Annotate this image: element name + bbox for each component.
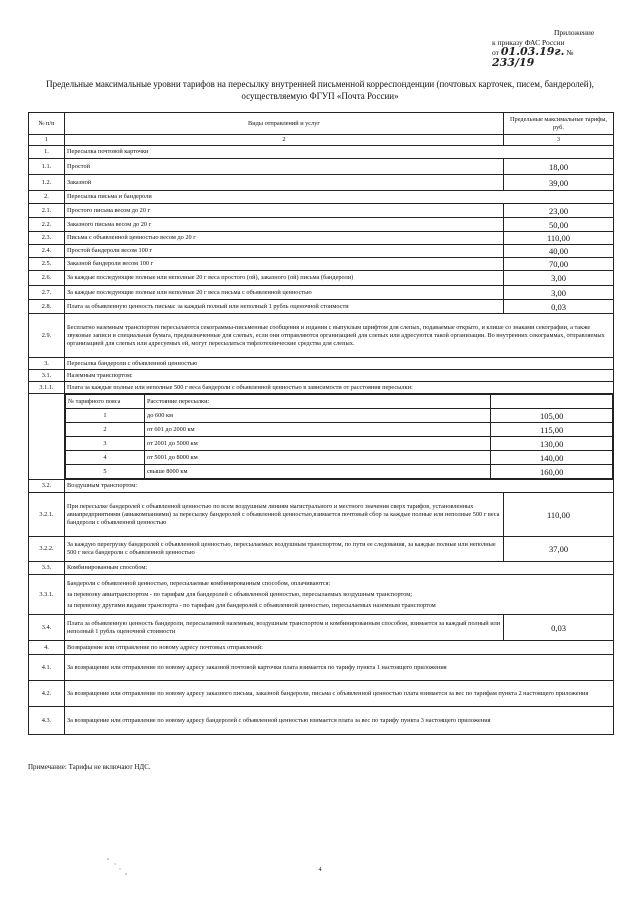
table-row [29,615,614,641]
row-desc: При пересылке бандеролей с объявленной ценностью по всем воздушным линиям магистрального и местного значения сверх тарифов, установленных авиапредприятиями (авиакомпаниями) за пересылку бандеролей с объявленной ценностью,взимается почтовый сбор за каждые полные или неполные 500 г веса бандероли с объявленной ценностью [65,493,504,537]
zone-row [66,409,613,423]
table-row [29,300,614,314]
zone-row [66,451,613,465]
table-row [29,175,614,191]
row-num: 2.4. [29,245,65,258]
row-desc: Заказного письма весом до 20 г [65,218,504,232]
row-num: 3.2. [29,480,65,493]
table-row [29,232,614,245]
row-num: 2.7. [29,286,65,300]
col-index-3: 3 [504,135,614,146]
row-num: 2.2. [29,218,65,232]
table-row [29,286,614,300]
row-num: 1. [29,146,65,159]
row-num: 3.3. [29,562,65,575]
zone-dist: от 601 до 2000 км [145,423,491,437]
row-num: 2.8. [29,300,65,314]
table-row [29,146,614,159]
table-row [29,258,614,271]
table-row [29,370,614,382]
table-row [29,562,614,575]
order-reference: к приказу ФАС России [492,37,565,47]
zone-num-header: № тарифного пояса [66,395,145,409]
row-desc: Письма с объявленной ценностью весом до 20 г [65,232,504,245]
zone-num: 2 [66,423,145,437]
row-num: 1.1. [29,159,65,175]
table-row [29,537,614,562]
table-row [29,493,614,537]
row-num: 2.1. [29,204,65,218]
row-price: 40,00 [504,245,614,258]
zone-num: 1 [66,409,145,423]
order-date-line [492,47,604,68]
table-row [29,245,614,258]
row-desc: Плата за объявленную ценность бандероли, пересылаемой наземным, воздушным транспортом и комбинированным способом, взимается за каждый полный или неполный 1 рубль оценочной стоимости [65,615,504,641]
document-title: Предельные максимальные уровни тарифов на пересылку внутренней письменной корреспонденции (почтовых карточек, писем, бандеролей), осуществляемую ФГУП «Почта России» [46,79,594,101]
col-index-1: 1 [29,135,65,146]
zone-price: 140,00 [491,451,613,465]
table-row [29,271,614,286]
row-desc: Пересылка почтовой карточки [65,146,614,159]
row-price: 50,00 [504,218,614,232]
row-num: 2.6. [29,271,65,286]
zone-dist: до 600 км [145,409,491,423]
vat-note: Примечание: Тарифы не включают НДС. [28,763,151,771]
zone-price: 105,00 [491,409,613,423]
date-prefix: от [492,48,499,57]
page-number: 4 [318,867,322,873]
table-row [29,159,614,175]
row-num: 3. [29,358,65,370]
table-row [29,655,614,681]
row-num: 3.2.2. [29,537,65,562]
handwritten-number: 233/19 [492,55,535,69]
number-prefix: № [566,48,574,57]
zone-price: 115,00 [491,423,613,437]
table-row [29,314,614,358]
row-num: 3.2.1. [29,493,65,537]
row-desc: За возвращение или отправление по новому адресу бандеролей с объявленной ценностью взимается плата за вес по тарифу пункта 3 настоящего приложения [65,707,614,735]
col-price-header: Предельные максимальные тарифы, руб. [504,113,614,135]
zone-row [66,465,613,479]
row-price: 0,03 [504,615,614,641]
row-desc: Комбинированным способом: [65,562,614,575]
row-desc: За возвращение или отправление по новому адресу заказного письма, заказной бандероли, письма с объявленной ценностью плата взимается за вес по тарифам пункта 2 настоящего приложения [65,681,614,707]
table-row [29,382,614,394]
table-row [29,218,614,232]
row-desc-line: за перевозку авиатранспортом - по тарифам для бандеролей с объявленной ценностью, пересылаемых воздушным транспортом; [67,591,412,598]
row-num: 1.2. [29,175,65,191]
row-desc: За каждую перегрузку бандеролей с объявленной ценностью, пересылаемых воздушным транспортом, по пути ее следования, за каждые полные или неполные 500 г веса бандероли с объявленной ценностью [65,537,504,562]
row-num: 4.3. [29,707,65,735]
table-row [29,641,614,655]
row-desc: Плата за каждые полные или неполные 500 г веса бандероли с объявленной ценностью в зависимости от расстояния пересылки: [65,382,614,394]
row-desc: Простого письма весом до 20 г [65,204,504,218]
row-desc-line: Бандероли с объявленной ценностью, пересылаемые комбинированным способом, оплачиваются: [67,580,331,587]
row-num: 3.1.1. [29,382,65,394]
row-price: 23,00 [504,204,614,218]
row-desc: Воздушным транспортом: [65,480,614,493]
row-num: 3.4. [29,615,65,641]
row-desc: Бесплатно наземным транспортом пересылаются секограммы-письменные сообщения и издания с выпуклым шрифтом для слепых, подаваемые открыто, и клише со знаками секографии, а также звуковые записи и специальная бумага, предназначенные для слепых, если они отправляются организацией для слепых или адресуются такой организации. Во внутренних секограммах, отправляемых организацией для слепых или адресуемых ей, могут пересылаться тифлотехнические средства для слепых. [65,314,614,358]
row-price: 3,00 [504,286,614,300]
row-price: 37,00 [504,537,614,562]
table-row [29,707,614,735]
row-num: 2.5. [29,258,65,271]
row-num: 2.3. [29,232,65,245]
zone-header-row [66,395,613,409]
zone-subtable [65,394,613,479]
zone-dist: от 5001 до 8000 км [145,451,491,465]
row-price: 39,00 [504,175,614,191]
table-header-row [29,113,614,135]
row-desc: За каждые последующие полные или неполные 20 г веса письма с объявленной ценностью [65,286,504,300]
row-desc: Возвращение или отправление по новому адресу почтовых отправлений: [65,641,614,655]
zone-num: 4 [66,451,145,465]
table-row [29,480,614,493]
handwritten-date: 01.03.19г. [500,45,565,58]
table-row [29,681,614,707]
zone-price: 160,00 [491,465,613,479]
row-desc: За возвращение или отправление по новому адресу заказной почтовой карточки плата взимается по тарифу пункта 1 настоящего приложения [65,655,614,681]
tariff-table [28,112,614,735]
row-desc-line: за перевозку другими видами транспорта - по тарифам для бандеролей с объявленной ценностью, пересылаемых наземным транспортом [67,602,436,609]
zone-price: 130,00 [491,437,613,451]
row-desc: Наземным транспортом: [65,370,614,382]
col-index-2: 2 [65,135,504,146]
zone-num: 3 [66,437,145,451]
row-price: 0,03 [504,300,614,314]
col-num-header: № п/п [29,113,65,135]
row-desc: Простой [65,159,504,175]
col-desc-header: Виды отправлений и услуг [65,113,504,135]
row-desc: Пересылка бандероли с объявленной ценностью [65,358,614,370]
row-price: 110,00 [504,493,614,537]
zone-dist-header: Расстояние пересылки: [145,395,491,409]
table-row [29,204,614,218]
row-price: 18,00 [504,159,614,175]
zone-row [66,437,613,451]
row-desc: За каждые последующие полные или неполные 20 г веса простого (ой), заказного (ой) письма (бандероли) [65,271,504,286]
zone-num: 5 [66,465,145,479]
table-row [29,575,614,615]
row-desc: Простой бандероли весом 100 г [65,245,504,258]
row-price: 110,00 [504,232,614,245]
zone-table-row [29,394,614,480]
row-desc-multi [65,575,614,615]
row-num: 2.9. [29,314,65,358]
row-num: 3.3.1. [29,575,65,615]
row-num: 3.1. [29,370,65,382]
zone-row [66,423,613,437]
row-num: 2. [29,191,65,204]
row-num: 4.2. [29,681,65,707]
row-price: 3,00 [504,271,614,286]
row-price: 70,00 [504,258,614,271]
row-num: 4. [29,641,65,655]
zone-dist: от 2001 до 5000 км [145,437,491,451]
table-index-row [29,135,614,146]
table-row [29,358,614,370]
row-desc: Заказной бандероли весом 100 г [65,258,504,271]
appendix-header [492,28,604,68]
row-num: 4.1. [29,655,65,681]
row-desc: Заказной [65,175,504,191]
zone-dist: свыше 8000 км [145,465,491,479]
appendix-label: Приложение [554,28,595,37]
row-desc: Плата за объявленную ценность письма: за каждый полный или неполный 1 рубль оценочной стоимости [65,300,504,314]
table-row [29,191,614,204]
row-desc: Пересылка письма и бандероли [65,191,614,204]
